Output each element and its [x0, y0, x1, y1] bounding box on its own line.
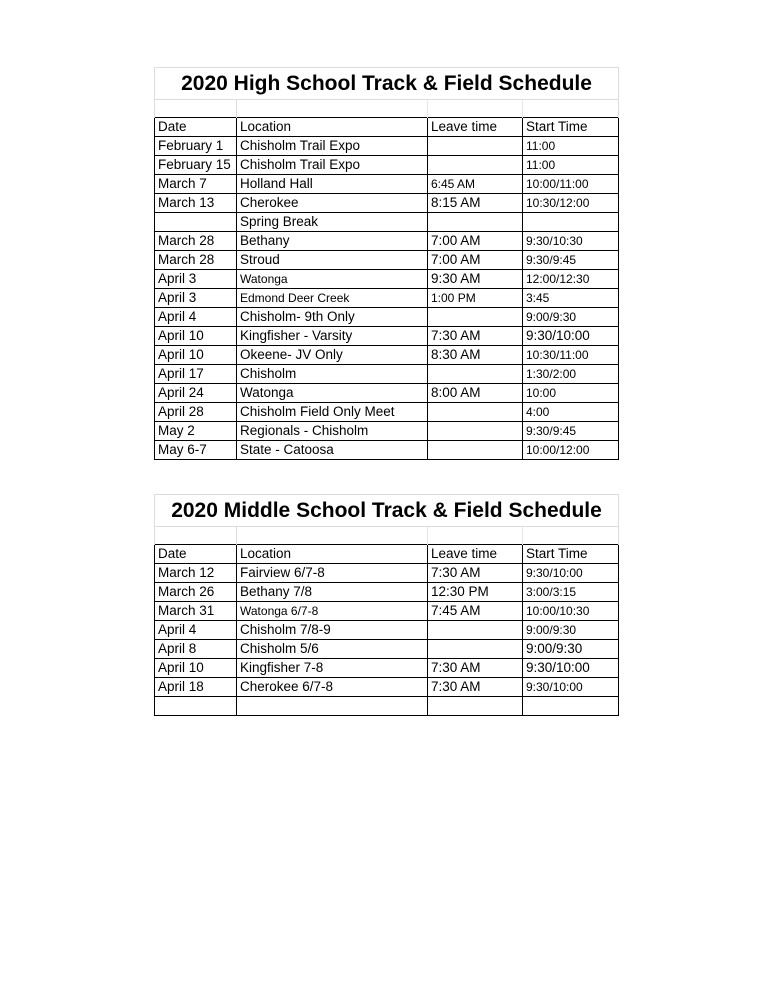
start-time-cell: 4:00 [523, 403, 619, 422]
table-row [155, 602, 619, 621]
table-row [155, 327, 619, 346]
leave-time-cell [428, 697, 523, 716]
middle-school-table [154, 494, 619, 716]
leave-time-cell: 7:45 AM [428, 602, 523, 621]
leave-time-cell: 8:15 AM [428, 194, 523, 213]
start-time-cell: 9:30/10:30 [523, 232, 619, 251]
date-cell: March 31 [155, 602, 237, 621]
location-cell: State - Catoosa [237, 441, 428, 460]
date-cell: March 28 [155, 232, 237, 251]
date-cell: April 8 [155, 640, 237, 659]
location-cell: Edmond Deer Creek [237, 289, 428, 308]
location-cell: Chisholm Trail Expo [237, 156, 428, 175]
leave-time-cell: 9:30 AM [428, 270, 523, 289]
table-row [155, 308, 619, 327]
leave-time-cell: 7:30 AM [428, 564, 523, 583]
table-row [155, 422, 619, 441]
date-cell: April 3 [155, 270, 237, 289]
date-cell [155, 213, 237, 232]
location-cell: Watonga 6/7-8 [237, 602, 428, 621]
table-row [155, 697, 619, 716]
table-row [155, 289, 619, 308]
location-cell: Chisholm Trail Expo [237, 137, 428, 156]
table-row [155, 346, 619, 365]
leave-time-cell [428, 137, 523, 156]
date-cell: April 10 [155, 327, 237, 346]
leave-time-cell [428, 422, 523, 441]
middle-school-schedule [154, 494, 618, 716]
table-row [155, 678, 619, 697]
start-time-cell: 10:30/12:00 [523, 194, 619, 213]
column-header-location: Location [237, 545, 428, 564]
location-cell: Chisholm 5/6 [237, 640, 428, 659]
leave-time-cell [428, 621, 523, 640]
table-row [155, 659, 619, 678]
table-row [155, 156, 619, 175]
date-cell [155, 697, 237, 716]
start-time-cell: 9:00/9:30 [523, 308, 619, 327]
table-row [155, 621, 619, 640]
table-row [155, 270, 619, 289]
column-header-start-time: Start Time [523, 545, 619, 564]
high-school-title: 2020 High School Track & Field Schedule [155, 68, 619, 100]
leave-time-cell: 1:00 PM [428, 289, 523, 308]
start-time-cell: 1:30/2:00 [523, 365, 619, 384]
location-cell: Watonga [237, 270, 428, 289]
column-header-leave-time: Leave time [428, 545, 523, 564]
start-time-cell: 9:30/10:00 [523, 678, 619, 697]
column-header-date: Date [155, 118, 237, 137]
start-time-cell [523, 697, 619, 716]
table-row [155, 403, 619, 422]
date-cell: April 4 [155, 621, 237, 640]
start-time-cell: 9:30/10:00 [523, 327, 619, 346]
high-school-schedule [154, 67, 618, 460]
leave-time-cell: 7:30 AM [428, 659, 523, 678]
location-cell: Fairview 6/7-8 [237, 564, 428, 583]
leave-time-cell [428, 640, 523, 659]
table-row [155, 232, 619, 251]
table-row [155, 137, 619, 156]
start-time-cell: 12:00/12:30 [523, 270, 619, 289]
date-cell: March 26 [155, 583, 237, 602]
start-time-cell: 9:30/10:00 [523, 659, 619, 678]
table-row [155, 365, 619, 384]
location-cell: Stroud [237, 251, 428, 270]
start-time-cell: 10:00/10:30 [523, 602, 619, 621]
table-row [155, 213, 619, 232]
leave-time-cell: 7:00 AM [428, 251, 523, 270]
date-cell: February 1 [155, 137, 237, 156]
date-cell: April 18 [155, 678, 237, 697]
column-header-location: Location [237, 118, 428, 137]
table-row [155, 384, 619, 403]
location-cell: Chisholm- 9th Only [237, 308, 428, 327]
location-cell: Cherokee [237, 194, 428, 213]
location-cell: Bethany 7/8 [237, 583, 428, 602]
leave-time-cell: 7:30 AM [428, 678, 523, 697]
middle-school-title: 2020 Middle School Track & Field Schedule [155, 495, 619, 527]
column-header-start-time: Start Time [523, 118, 619, 137]
date-cell: March 12 [155, 564, 237, 583]
start-time-cell [523, 213, 619, 232]
date-cell: April 28 [155, 403, 237, 422]
table-row [155, 194, 619, 213]
date-cell: April 4 [155, 308, 237, 327]
leave-time-cell [428, 308, 523, 327]
location-cell: Okeene- JV Only [237, 346, 428, 365]
start-time-cell: 11:00 [523, 137, 619, 156]
leave-time-cell: 6:45 AM [428, 175, 523, 194]
date-cell: April 10 [155, 346, 237, 365]
table-row [155, 441, 619, 460]
date-cell: April 17 [155, 365, 237, 384]
middle-school-header-row [155, 545, 619, 564]
location-cell: Regionals - Chisholm [237, 422, 428, 441]
location-cell: Chisholm 7/8-9 [237, 621, 428, 640]
date-cell: February 15 [155, 156, 237, 175]
table-row [155, 175, 619, 194]
date-cell: April 10 [155, 659, 237, 678]
date-cell: April 24 [155, 384, 237, 403]
location-cell: Spring Break [237, 213, 428, 232]
leave-time-cell [428, 365, 523, 384]
location-cell: Watonga [237, 384, 428, 403]
start-time-cell: 10:00/11:00 [523, 175, 619, 194]
column-header-date: Date [155, 545, 237, 564]
date-cell: March 13 [155, 194, 237, 213]
location-cell: Cherokee 6/7-8 [237, 678, 428, 697]
high-school-header-row [155, 118, 619, 137]
location-cell: Kingfisher 7-8 [237, 659, 428, 678]
date-cell: March 28 [155, 251, 237, 270]
location-cell: Chisholm [237, 365, 428, 384]
start-time-cell: 9:00/9:30 [523, 640, 619, 659]
leave-time-cell [428, 441, 523, 460]
column-header-leave-time: Leave time [428, 118, 523, 137]
date-cell: March 7 [155, 175, 237, 194]
start-time-cell: 10:00 [523, 384, 619, 403]
leave-time-cell: 12:30 PM [428, 583, 523, 602]
high-school-table [154, 67, 619, 460]
start-time-cell: 10:00/12:00 [523, 441, 619, 460]
table-row [155, 564, 619, 583]
start-time-cell: 3:45 [523, 289, 619, 308]
location-cell: Holland Hall [237, 175, 428, 194]
leave-time-cell [428, 403, 523, 422]
start-time-cell: 9:30/9:45 [523, 251, 619, 270]
date-cell: April 3 [155, 289, 237, 308]
date-cell: May 2 [155, 422, 237, 441]
start-time-cell: 9:00/9:30 [523, 621, 619, 640]
leave-time-cell: 7:00 AM [428, 232, 523, 251]
leave-time-cell [428, 213, 523, 232]
table-row [155, 640, 619, 659]
location-cell: Bethany [237, 232, 428, 251]
table-row [155, 251, 619, 270]
leave-time-cell: 8:00 AM [428, 384, 523, 403]
start-time-cell: 3:00/3:15 [523, 583, 619, 602]
start-time-cell: 9:30/10:00 [523, 564, 619, 583]
table-row [155, 583, 619, 602]
location-cell: Chisholm Field Only Meet [237, 403, 428, 422]
start-time-cell: 9:30/9:45 [523, 422, 619, 441]
leave-time-cell: 7:30 AM [428, 327, 523, 346]
leave-time-cell [428, 156, 523, 175]
location-cell: Kingfisher - Varsity [237, 327, 428, 346]
start-time-cell: 10:30/11:00 [523, 346, 619, 365]
date-cell: May 6-7 [155, 441, 237, 460]
location-cell [237, 697, 428, 716]
start-time-cell: 11:00 [523, 156, 619, 175]
leave-time-cell: 8:30 AM [428, 346, 523, 365]
